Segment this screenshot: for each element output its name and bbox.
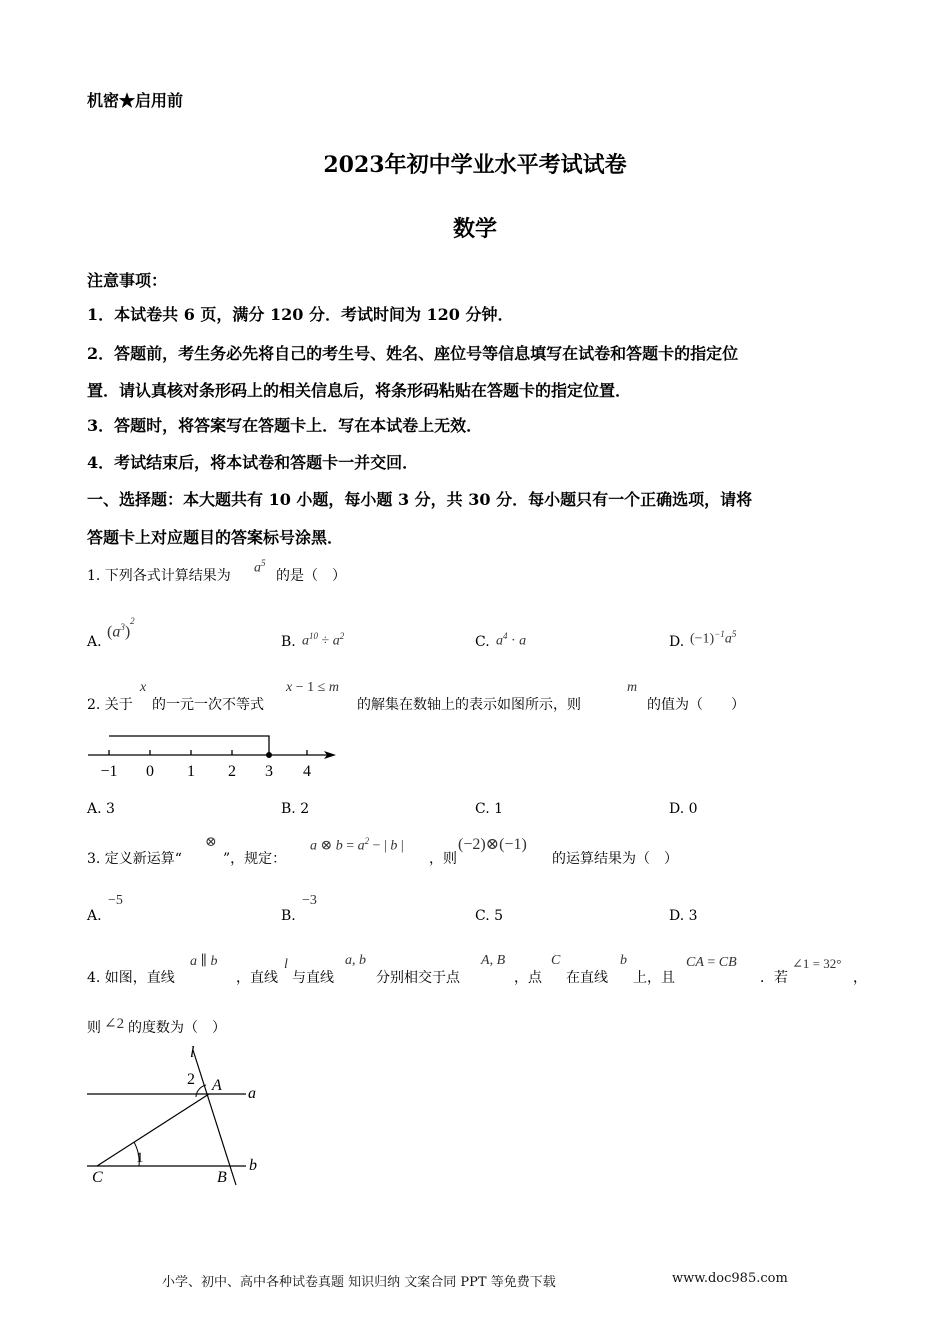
otimes-symbol: ⊗	[205, 835, 217, 850]
tick-label: 4	[303, 763, 311, 780]
section-heading-line2: 答题卡上对应题目的答案标号涂黑．	[87, 528, 344, 547]
label-B: B	[217, 1169, 227, 1186]
q1-option-d-label: D.	[669, 634, 685, 650]
q4-stem-h: ．若	[760, 970, 788, 986]
q4-var-ab: a, b	[345, 953, 366, 968]
q1-option-c-expr: $a^4 \cdot a$	[496, 631, 527, 649]
q2-option-c: C. 1	[475, 801, 504, 817]
q3-definition: a ⊗ $b = a^2$ − | b |	[310, 836, 404, 854]
q4-var-l: l	[284, 957, 288, 972]
number-line-figure	[80, 728, 350, 784]
tick-label: 2	[228, 763, 236, 780]
q4-line2-a: 则	[87, 1020, 101, 1036]
q4-angle1-value: ∠1 = 32°	[792, 956, 842, 971]
section-heading-line1: 一、选择题：本大题共有 10 小题，每小题 3 分，共 30 分．每小题只有一个正确选项，请将	[87, 490, 753, 509]
q4-stem-b: ，直线	[236, 970, 278, 986]
q3-option-b-label: B.	[281, 908, 296, 924]
label-angle-1: 1	[136, 1150, 144, 1166]
q2-inequality: x − 1 ≤ m	[286, 680, 339, 695]
q4-stem-e: ，点	[514, 970, 542, 986]
notes-heading: 注意事项：	[87, 271, 168, 290]
q3-option-b-value: −3	[302, 893, 317, 908]
confidential-label: 机密★启用前	[87, 91, 184, 110]
label-A: A	[212, 1077, 222, 1094]
tick-label: 3	[265, 763, 273, 780]
note-item-2-cont: 置．请认真核对条形码上的相关信息后，将条形码粘贴在答题卡的指定位置．	[87, 381, 632, 400]
q4-stem-f: 在直线	[566, 970, 608, 986]
q3-stem-c: ，则	[429, 851, 457, 867]
q1-option-a-expr: $(a^3)^2$	[107, 616, 135, 641]
q1-option-c-label: C.	[475, 634, 490, 650]
q3-option-c: C. 5	[475, 908, 504, 924]
label-angle-2: 2	[187, 1071, 195, 1088]
q4-stem-a: 4. 如图，直线	[87, 970, 175, 986]
q4-line-b: b	[620, 953, 627, 968]
q1-stem-end: 的是（ ）	[276, 568, 346, 584]
q1-option-b-expr: $a^{10} \div a^2$	[302, 631, 345, 649]
label-C: C	[92, 1169, 103, 1186]
q3-option-d: D. 3	[669, 908, 698, 924]
q2-option-a: A. 3	[87, 801, 115, 817]
q1-option-a-label: A.	[87, 634, 102, 650]
q3-stem-d: 的运算结果为（ ）	[552, 851, 678, 867]
q3-stem-b: ”，规定：	[223, 851, 287, 867]
q1-option-b-label: B.	[281, 634, 296, 650]
note-item-2: 2．答题前，考生务必先将自己的考生号、姓名、座位号等信息填写在试卷和答题卡的指定位	[87, 344, 739, 363]
q2-var-m: m	[627, 680, 638, 695]
note-item-4: 4．考试结束后，将本试卷和答题卡一并交回．	[87, 453, 419, 472]
subject-title: 数学	[452, 216, 497, 242]
q1-expr: $a^5$	[254, 558, 266, 576]
q2-option-b: B. 2	[281, 801, 310, 817]
tick-label: −1	[100, 763, 118, 780]
exam-title: 2023年初中学业水平考试试卷	[323, 152, 627, 178]
footer-text: 小学、初中、高中各种试卷真题 知识归纳 文案合同 PPT 等免费下载	[162, 1275, 556, 1290]
tick-label: 0	[146, 763, 154, 780]
geometry-figure	[80, 1040, 280, 1190]
label-l: l	[190, 1044, 195, 1061]
q2-stem-d: 的值为（ ）	[647, 697, 745, 713]
q4-parallel: a ∥ b	[190, 954, 218, 969]
q2-option-d: D. 0	[669, 801, 698, 817]
q4-stem-g: 上，且	[633, 970, 675, 986]
q4-angle2: ∠2	[104, 1016, 125, 1032]
q1-option-d-expr: $(-1)^{-1}a^5$	[690, 629, 737, 647]
q4-points-ab: A, B	[481, 953, 506, 968]
q3-expression: (−2)⊗(−1)	[458, 836, 527, 853]
label-a: a	[248, 1085, 256, 1102]
q2-stem-c: 的解集在数轴上的表示如图所示，则	[357, 697, 581, 713]
footer-url[interactable]: www.doc985.com	[672, 1271, 788, 1286]
q3-option-a-value: −5	[108, 893, 123, 908]
q4-stem-d: 分别相交于点	[376, 970, 460, 986]
note-item-1: 1．本试卷共 6 页，满分 120 分．考试时间为 120 分钟．	[87, 305, 514, 324]
q4-line2-b: 的度数为（ ）	[128, 1020, 226, 1036]
q1-stem-start: 1. 下列各式计算结果为	[87, 568, 231, 584]
q4-point-c: C	[551, 953, 561, 968]
q2-stem-a: 2. 关于	[87, 697, 133, 713]
note-item-3: 3．答题时，将答案写在答题卡上．写在本试卷上无效．	[87, 416, 483, 435]
label-b: b	[249, 1157, 257, 1174]
q4-stem-c: 与直线	[292, 970, 334, 986]
q3-stem-a: 3. 定义新运算“	[87, 851, 182, 867]
q4-stem-i: ，	[853, 970, 867, 986]
q2-stem-b: 的一元一次不等式	[152, 697, 264, 713]
q3-option-a-label: A.	[87, 908, 102, 924]
tick-label: 1	[187, 763, 195, 780]
q4-equal-sides: CA = CB	[686, 955, 737, 970]
q2-var-x: x	[140, 680, 147, 695]
